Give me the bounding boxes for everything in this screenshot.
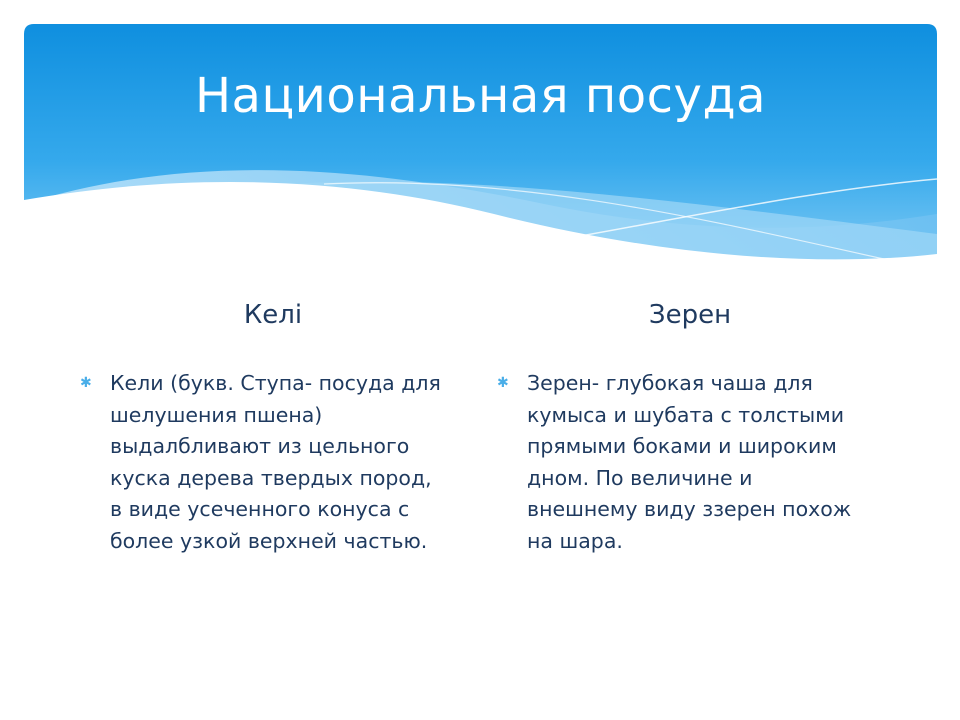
slide-title: Национальная посуда — [194, 68, 767, 124]
bullet-line: Зерен- глубокая чаша для — [527, 371, 813, 395]
column-heading-zeren: Зерен — [648, 300, 732, 330]
title-banner — [24, 24, 937, 274]
bullet-line: в виде усеченного конуса с — [110, 497, 410, 521]
bullet-line: дном. По величине и — [527, 465, 753, 490]
column-zeren — [497, 368, 882, 557]
column-keli — [80, 368, 450, 557]
bullet-line: шелушения пшена) — [110, 402, 323, 427]
bullet-line: более узкой верхней частью. — [110, 528, 428, 553]
bullet-line: прямыми боками и широким — [527, 434, 837, 458]
bullet-line: куска дерева твердых пород, — [110, 465, 432, 490]
bullet-line: выдалбливают из цельного — [110, 434, 410, 458]
bullet-item — [80, 368, 450, 557]
asterisk-icon: ✱ — [497, 375, 509, 391]
bullet-line: на шара. — [527, 528, 623, 553]
bullet-line: внешнему виду ззерен похож — [527, 497, 852, 521]
asterisk-icon: ✱ — [80, 375, 92, 391]
column-heading-keli: Келі — [243, 300, 303, 330]
bullet-item — [497, 368, 882, 557]
bullet-line: Кели (букв. Ступа- посуда для — [110, 371, 441, 395]
bullet-line: кумыса и шубата с толстыми — [527, 402, 845, 427]
